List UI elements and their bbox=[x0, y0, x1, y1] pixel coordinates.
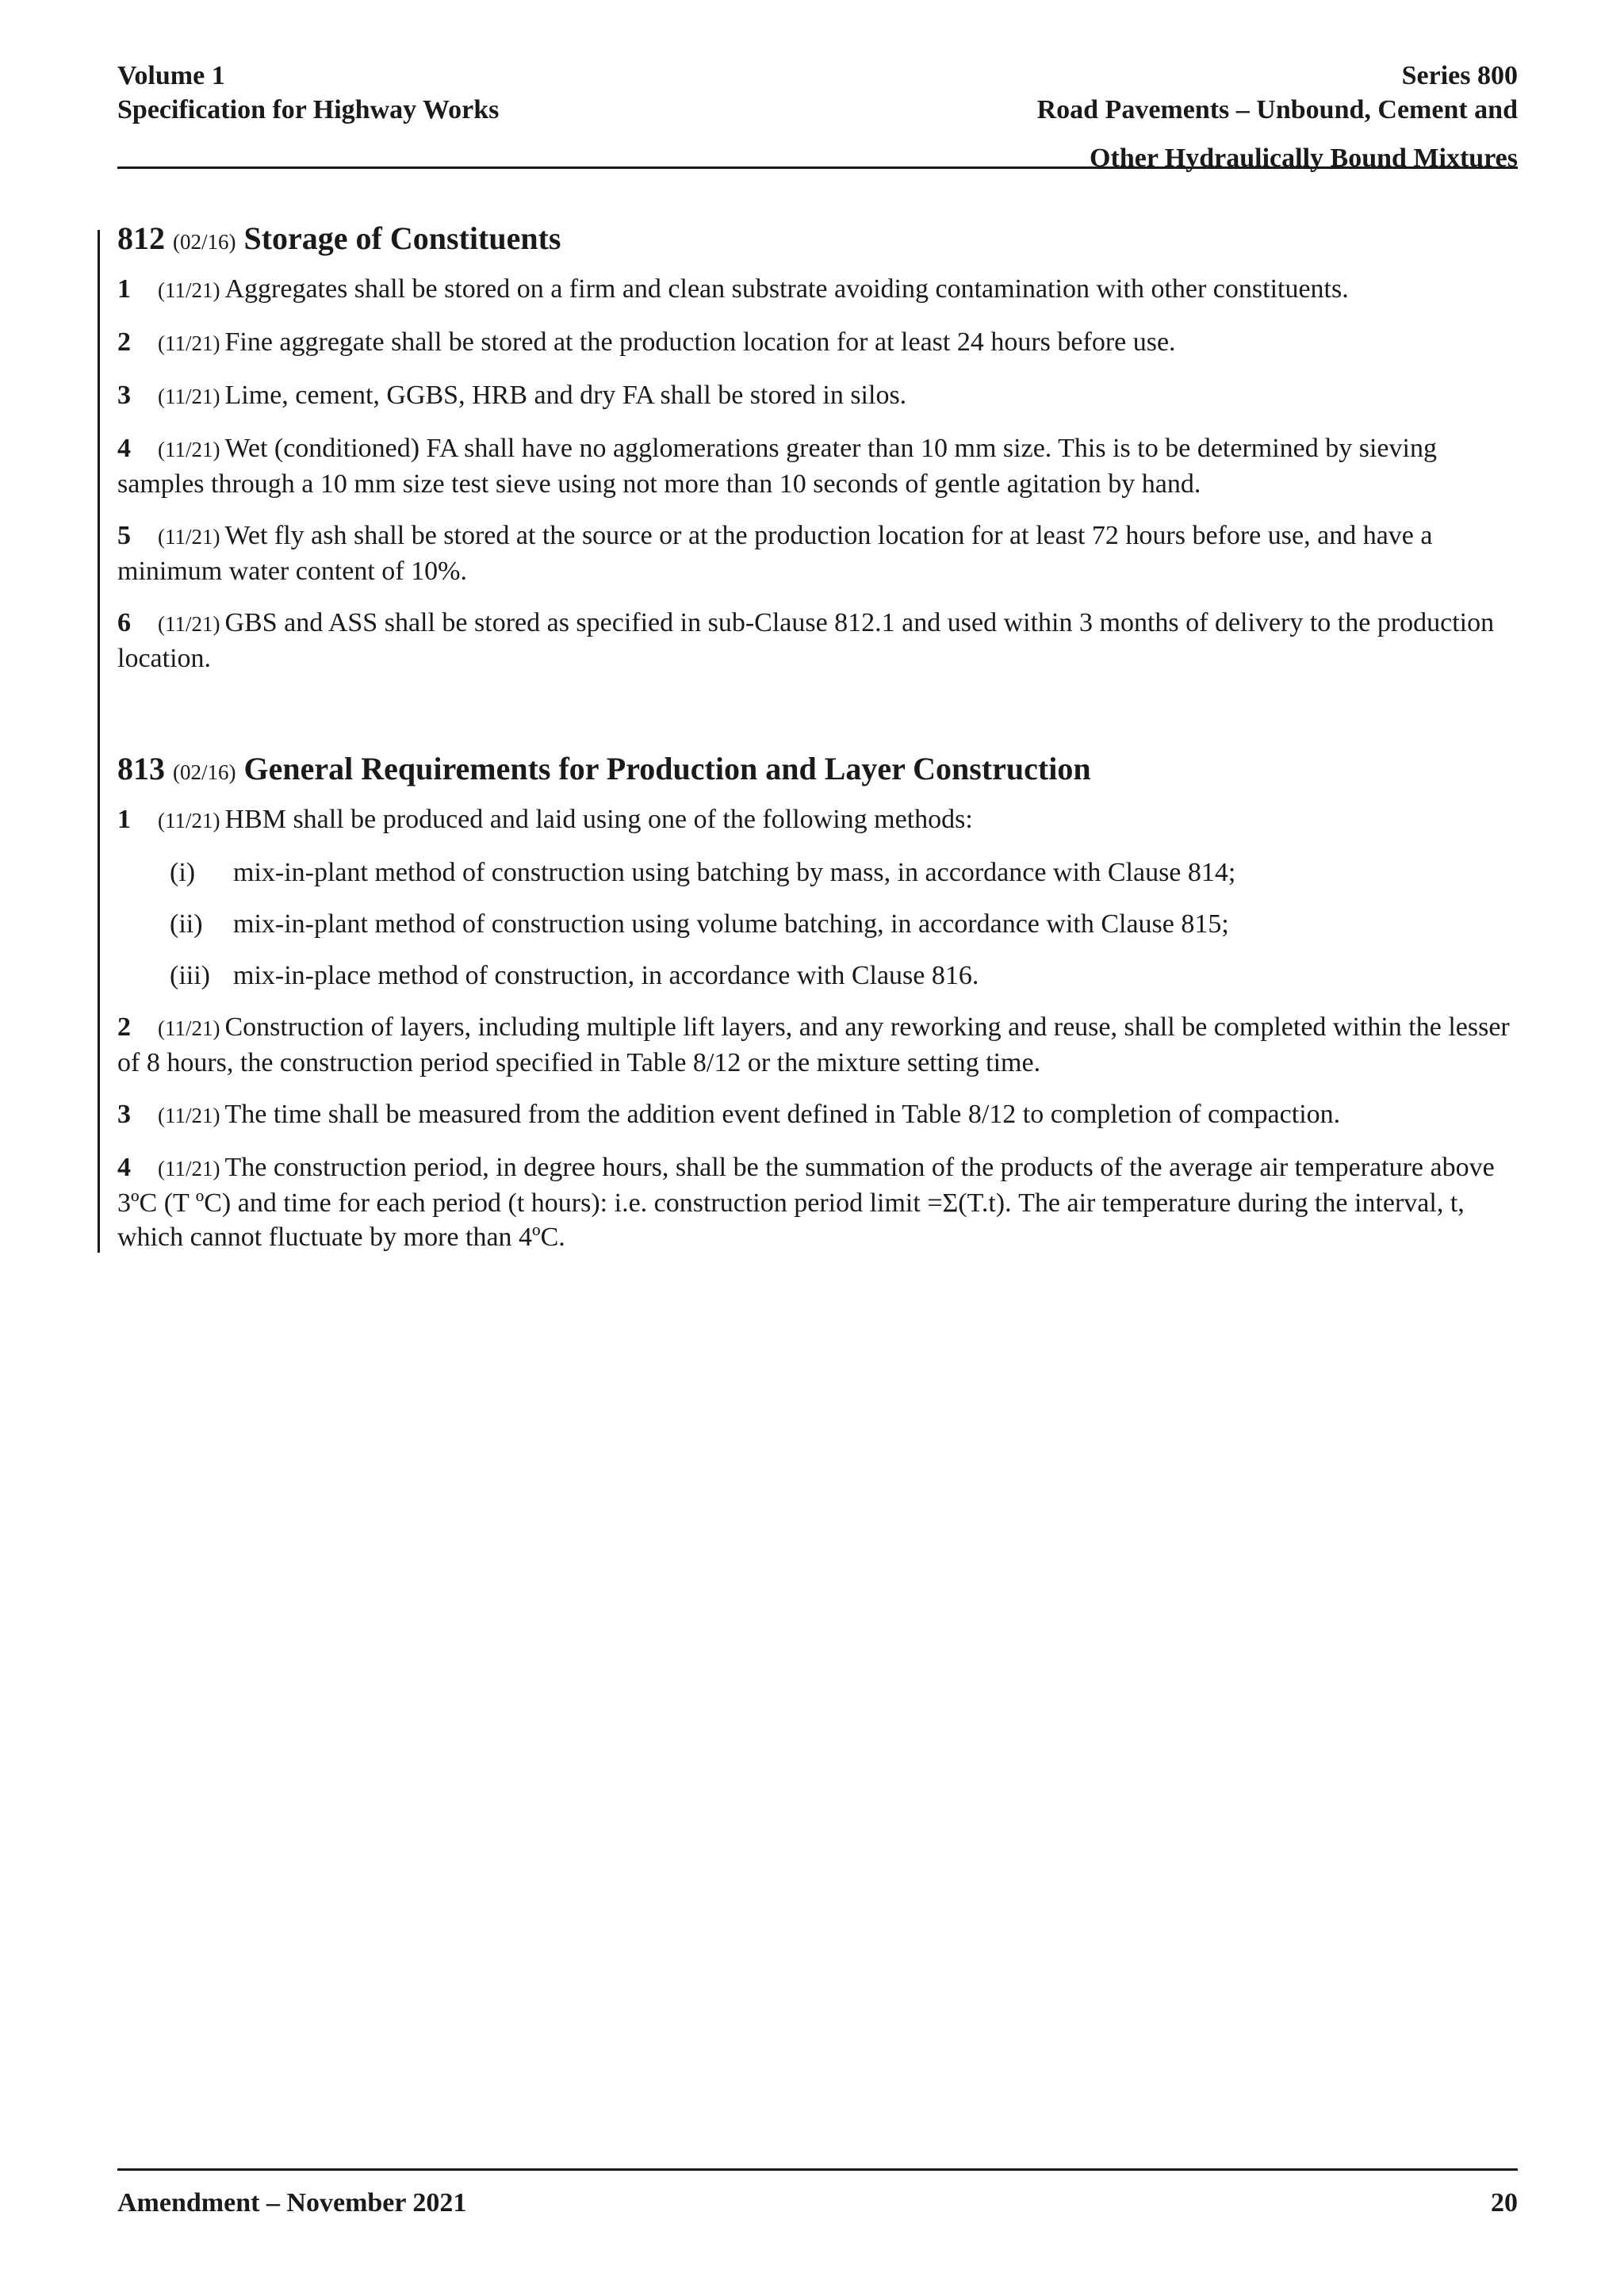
list-item bbox=[117, 855, 1518, 890]
list-item-text: mix-in-plant method of construction using batching by mass, in accordance with Clause 814; bbox=[233, 858, 1236, 887]
footer-divider bbox=[117, 2168, 1518, 2171]
list-item bbox=[117, 907, 1518, 941]
clause-date: (11/21) bbox=[158, 438, 220, 461]
clause-text: The time shall be measured from the addition event defined in Table 8/12 to completion of compaction. bbox=[224, 1100, 1341, 1129]
page-number: 20 bbox=[1491, 2188, 1518, 2218]
section-date: (02/16) bbox=[173, 230, 236, 254]
clause-number: 2 bbox=[117, 327, 131, 357]
clause-812-4 bbox=[117, 431, 1518, 501]
clause-date: (11/21) bbox=[158, 385, 220, 408]
clause-812-2 bbox=[117, 325, 1518, 361]
clause-number: 6 bbox=[117, 608, 131, 637]
clause-date: (11/21) bbox=[158, 525, 220, 549]
clause-date: (11/21) bbox=[158, 331, 220, 355]
section-date: (02/16) bbox=[173, 760, 236, 784]
volume-label: Volume 1 bbox=[117, 61, 225, 90]
section-title: General Requirements for Production and Layer Construction bbox=[243, 751, 1091, 786]
clause-number: 2 bbox=[117, 1012, 131, 1042]
list-marker: (i) bbox=[170, 858, 196, 887]
page-header-right bbox=[1037, 59, 1518, 175]
amendment-label: Amendment – November 2021 bbox=[117, 2188, 467, 2218]
clause-number: 4 bbox=[117, 1153, 131, 1182]
page-content bbox=[117, 218, 1518, 1272]
clause-text: Aggregates shall be stored on a firm and clean substrate avoiding contamination with other constituents. bbox=[224, 274, 1349, 304]
clause-number: 4 bbox=[117, 434, 131, 463]
clause-number: 5 bbox=[117, 521, 131, 550]
header-divider bbox=[117, 166, 1518, 169]
clause-number: 3 bbox=[117, 381, 131, 410]
clause-date: (11/21) bbox=[158, 1016, 220, 1040]
clause-text: GBS and ASS shall be stored as specified in sub-Clause 812.1 and used within 3 months of delivery to the production location. bbox=[117, 608, 1495, 673]
series-label: Series 800 bbox=[1401, 61, 1518, 90]
clause-813-3 bbox=[117, 1097, 1518, 1133]
clause-812-5 bbox=[117, 519, 1518, 588]
section-number: 813 bbox=[117, 751, 165, 786]
section-spacer bbox=[117, 693, 1518, 748]
page-header-left bbox=[117, 59, 499, 127]
clause-date: (11/21) bbox=[158, 278, 220, 302]
clause-813-1 bbox=[117, 802, 1518, 838]
clause-number: 1 bbox=[117, 274, 131, 304]
clause-text: The construction period, in degree hours, shall be the summation of the products of the average air temperature above 3ºC (T ºC) and time for each period (t hours): i.e. construction period limit =Σ(T.t). The air temperature during the interval, t, which cannot fluctuate by more than 4ºC. bbox=[117, 1153, 1495, 1252]
list-marker: (ii) bbox=[170, 909, 203, 939]
clause-text: Construction of layers, including multiple lift layers, and any reworking and reuse, shall be completed within the lesser of 8 hours, the construction period specified in Table 8/12 or the mixture setting time. bbox=[117, 1012, 1510, 1077]
section-heading-812 bbox=[117, 218, 1518, 262]
clause-date: (11/21) bbox=[158, 1157, 220, 1181]
clause-812-1 bbox=[117, 272, 1518, 308]
clause-text: Wet (conditioned) FA shall have no agglomerations greater than 10 mm size. This is to be determined by sieving samples through a 10 mm size test sieve using not more than 10 seconds of gentle agitation by hand. bbox=[117, 434, 1437, 499]
clause-number: 3 bbox=[117, 1100, 131, 1129]
section-number: 812 bbox=[117, 220, 165, 256]
clause-text: Fine aggregate shall be stored at the production location for at least 24 hours before use. bbox=[224, 327, 1176, 357]
list-item bbox=[117, 959, 1518, 993]
section-heading-813 bbox=[117, 748, 1518, 793]
clause-813-4 bbox=[117, 1150, 1518, 1254]
document-title: Specification for Highway Works bbox=[117, 95, 500, 124]
series-title-line1: Road Pavements – Unbound, Cement and bbox=[1036, 95, 1518, 124]
section-title: Storage of Constituents bbox=[243, 220, 561, 256]
construction-methods-list bbox=[117, 855, 1518, 993]
clause-text: HBM shall be produced and laid using one of the following methods: bbox=[224, 805, 973, 834]
clause-number: 1 bbox=[117, 805, 131, 834]
clause-text: Lime, cement, GGBS, HRB and dry FA shall be stored in silos. bbox=[224, 381, 907, 410]
list-marker: (iii) bbox=[170, 961, 210, 990]
clause-date: (11/21) bbox=[158, 612, 220, 636]
clause-date: (11/21) bbox=[158, 809, 220, 832]
series-title-line2: Other Hydraulically Bound Mixtures bbox=[1090, 144, 1518, 173]
clause-812-3 bbox=[117, 378, 1518, 414]
list-item-text: mix-in-place method of construction, in accordance with Clause 816. bbox=[233, 961, 979, 990]
clause-text: Wet fly ash shall be stored at the source or at the production location for at least 72 hours before use, and have a minimum water content of 10%. bbox=[117, 521, 1433, 586]
clause-813-2 bbox=[117, 1010, 1518, 1080]
clause-812-6 bbox=[117, 606, 1518, 675]
clause-date: (11/21) bbox=[158, 1104, 220, 1127]
list-item-text: mix-in-plant method of construction using volume batching, in accordance with Clause 815; bbox=[233, 909, 1229, 939]
amendment-change-bar bbox=[98, 230, 100, 1253]
